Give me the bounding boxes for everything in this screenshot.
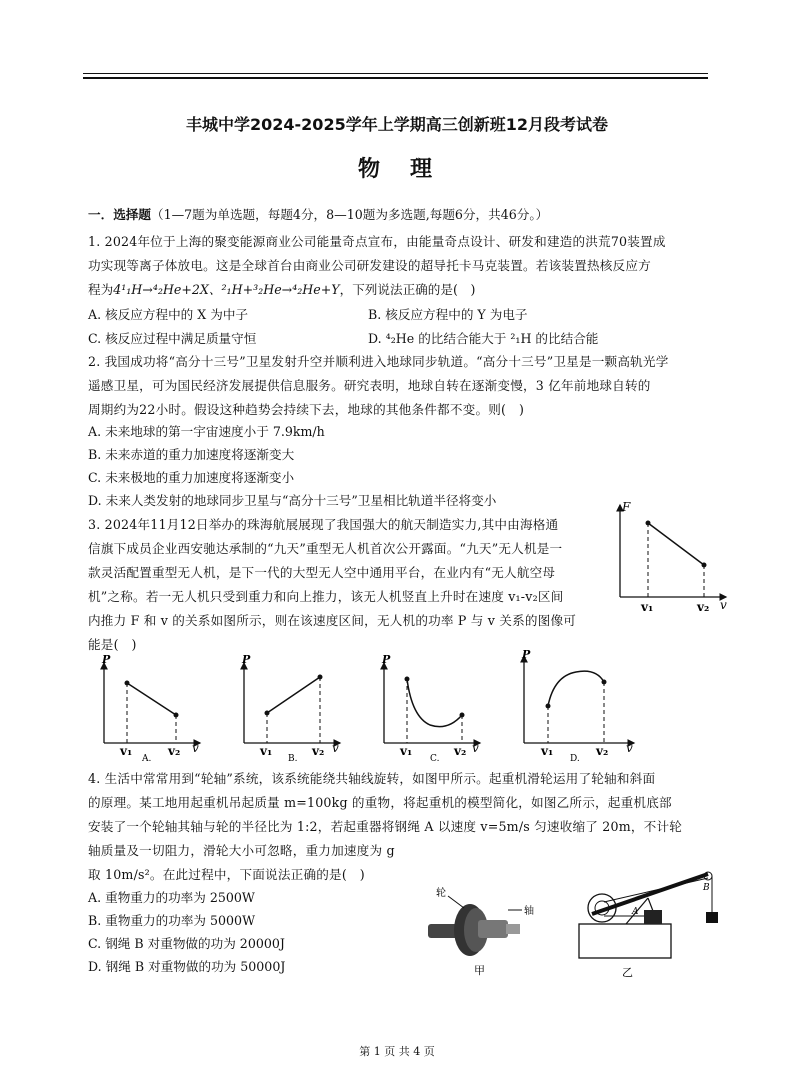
q4-option-b[interactable]: B. 重物重力的功率为 5000W [88, 913, 256, 928]
yi-caption: 乙 [622, 966, 633, 979]
a-axis-y-label: P [102, 655, 111, 666]
b-axis-x-label: v [332, 741, 339, 755]
q3-option-d-graph[interactable] [512, 648, 642, 763]
q3-line-6: 能是( ) [88, 637, 137, 652]
q2-line-3: 周期约为22小时。假设这种趋势会持续下去，地球的其他条件都不变。则( ) [88, 402, 525, 417]
c-axis-x-label: v [472, 741, 479, 755]
f-graph-line [648, 523, 704, 565]
q1-line-3-suffix: ，下列说法正确的是( ) [339, 282, 476, 297]
q4-line-1: 4. 生活中常常用到“轮轴”系统，该系统能绕共轴线旋转，如图甲所示。起重机滑轮运用了轮轴和斜面 [88, 771, 656, 786]
c-graph-curve [407, 679, 462, 727]
q3-line-3: 款灵活配置重型无人机，是下一代的大型无人空中通用平台，在业内有“无人航空母 [88, 565, 556, 580]
q1-option-b[interactable]: B. 核反应方程中的 Y 为电子 [368, 307, 528, 322]
q2-option-a[interactable]: A. 未来地球的第一宇宙速度小于 7.9km/h [88, 424, 325, 439]
a-graph-line [127, 683, 176, 715]
b-tick-v1: v₁ [260, 744, 273, 758]
f-tick-v2: v₂ [697, 600, 710, 614]
f-tick-v1: v₁ [641, 600, 654, 614]
jia-axle-label: 轴 [524, 906, 534, 917]
a-tick-v2: v₂ [168, 744, 181, 758]
q4-line-2: 的原理。某工地用起重机吊起质量 m=100kg 的重物，将起重机的模型简化，如图乙所示，起重机底部 [88, 795, 672, 810]
jia-caption: 甲 [474, 964, 485, 977]
c-letter: C. [430, 754, 440, 763]
d-axis-y-label: P [522, 648, 531, 661]
b-axis-y-label: P [242, 655, 251, 666]
c-tick-v2: v₂ [454, 744, 467, 758]
header-rule-thick [83, 77, 708, 79]
q1-line-3 [88, 281, 475, 299]
page-footer: 第 1 页 共 4 页 [359, 1045, 435, 1058]
a-letter: A. [142, 754, 152, 763]
d-tick-v1: v₁ [541, 744, 554, 758]
q2-option-b[interactable]: B. 未来赤道的重力加速度将逐渐变大 [88, 447, 295, 462]
jia-axle-right [478, 920, 508, 938]
b-tick-v2: v₂ [312, 744, 325, 758]
yi-label-b: B [703, 883, 710, 893]
header-rule-thin [83, 73, 708, 74]
yi-crane-base [579, 924, 671, 958]
yi-boom [592, 874, 708, 914]
q2-line-2: 遥感卫星，可为国民经济发展提供信息服务。研究表明，地球自转在逐渐变慢，3 亿年前地球自转的 [88, 378, 651, 393]
a-axis-x-label: v [192, 741, 199, 755]
q1-line-1: 1. 2024年位于上海的聚变能源商业公司能量奇点宣布，由能量奇点设计、研发和建造的洪荒70装置成 [88, 234, 666, 249]
q4-option-d[interactable]: D. 钢绳 B 对重物做的功为 50000J [88, 959, 286, 974]
q3-option-a-graph[interactable] [92, 655, 212, 763]
b-letter: B. [288, 754, 298, 763]
d-letter: D. [570, 754, 580, 763]
q1-option-d[interactable]: D. ⁴₂He 的比结合能大于 ²₁H 的比结合能 [368, 331, 599, 346]
section-heading-label: 一．选择题 [88, 207, 151, 222]
section-instructions: （1—7题为单选题，每题4分，8—10题为多选题,每题6分，共46分。） [150, 207, 549, 222]
c-tick-v1: v₁ [400, 744, 413, 758]
jia-wheel-label: 轮 [436, 888, 446, 899]
q4-figure-yi [574, 868, 724, 983]
q2-line-1: 2. 我国成功将“高分十三号”卫星发射升空并顺利进入地球同步轨道。“高分十三号”卫星是一颗高轨光学 [88, 354, 669, 369]
section-heading [88, 206, 548, 224]
f-axis-x-label: v [720, 598, 727, 612]
q4-line-5: 取 10m/s²。在此过程中，下面说法正确的是( ) [88, 867, 365, 882]
yi-label-a: A [632, 907, 639, 917]
q1-equation: 4¹₁H→⁴₂He+2X、²₁H+³₂He→⁴₂He+Y [113, 282, 340, 297]
jia-wheel-pointer [448, 896, 464, 908]
yi-boom-rope [604, 878, 708, 902]
q3-option-b-graph[interactable] [232, 655, 352, 763]
q4-line-3: 安装了一个轮轴其轴与轮的半径比为 1:2，若起重器将钢绳 A 以速度 v=5m/s 匀速收缩了 20m，不计轮 [88, 819, 683, 834]
q2-option-d[interactable]: D. 未来人类发射的地球同步卫星与“高分十三号”卫星相比轨道半径将变小 [88, 493, 497, 508]
q2-option-c[interactable]: C. 未来极地的重力加速度将逐渐变小 [88, 470, 295, 485]
d-tick-v2: v₂ [596, 744, 609, 758]
q4-option-a[interactable]: A. 重物重力的功率为 2500W [88, 890, 255, 905]
q3-line-2: 信旗下成员企业西安驰达承制的“九天”重型无人机首次公开露面。“九天”无人机是一 [88, 541, 563, 556]
q3-line-5: 内推力 F 和 v 的关系如图所示，则在该速度区间，无人机的功率 P 与 v 关系的图像可 [88, 613, 577, 628]
q1-line-2: 功实现等离子体放电。这是全球首台由商业公司研发建设的超导托卡马克装置。若该装置热核反应方 [88, 258, 651, 273]
jia-axle-tip [506, 924, 520, 934]
yi-winch [644, 910, 662, 924]
q4-figure-jia [418, 884, 548, 979]
q3-f-v-graph [606, 497, 736, 617]
q3-line-1: 3. 2024年11月12日举办的珠海航展展现了我国强大的航天制造实力,其中由海格通 [88, 517, 559, 532]
q4-line-4: 轴质量及一切阻力，滑轮大小可忽略，重力加速度为 g [88, 843, 395, 858]
b-graph-line [267, 677, 320, 713]
q4-option-c[interactable]: C. 钢绳 B 对重物做的功为 20000J [88, 936, 285, 951]
q1-line-3-prefix: 程为 [88, 282, 114, 297]
q1-option-c[interactable]: C. 核反应过程中满足质量守恒 [88, 331, 257, 346]
c-axis-y-label: P [382, 655, 391, 666]
q3-line-4: 机”之称。若一无人机只受到重力和向上推力，该无人机竖直上升时在速度 v₁-v₂区间 [88, 589, 564, 604]
q1-option-a[interactable]: A. 核反应方程中的 X 为中子 [88, 307, 249, 322]
subject-title: 物 理 [357, 157, 436, 182]
a-tick-v1: v₁ [120, 744, 133, 758]
f-axis-y-label: F [622, 500, 631, 514]
jia-axle-left [428, 924, 458, 938]
d-graph-curve [548, 671, 604, 706]
q3-option-c-graph[interactable] [372, 655, 492, 763]
yi-heavy-object [706, 912, 718, 923]
exam-title: 丰城中学2024-2025学年上学期高三创新班12月段考试卷 [186, 115, 608, 134]
d-axis-x-label: v [626, 741, 633, 755]
